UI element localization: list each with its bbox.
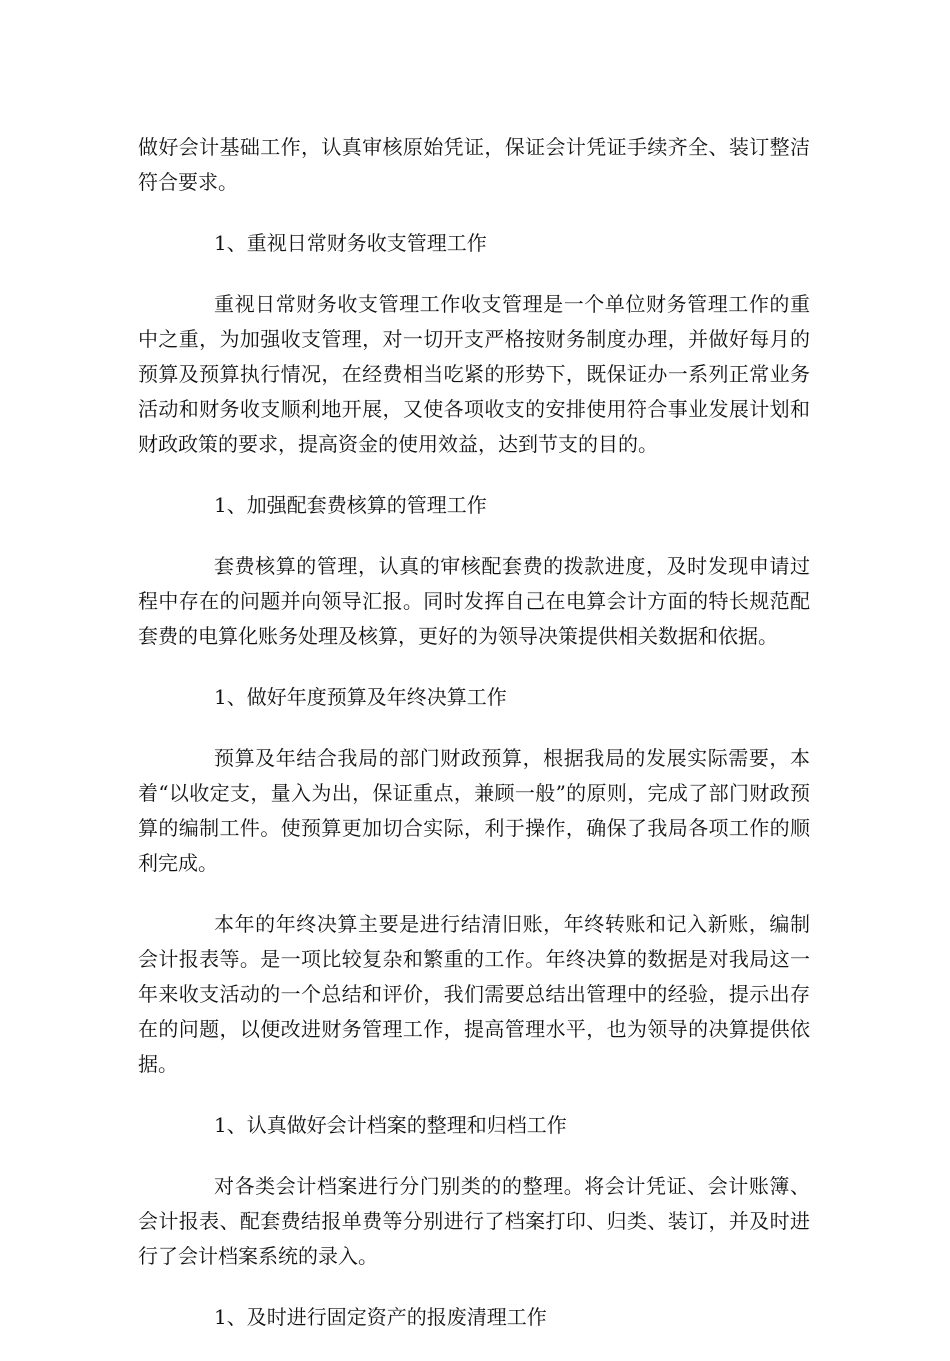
section-heading-fixed-assets: 1、及时进行固定资产的报废清理工作	[214, 1305, 547, 1329]
section-heading-budget: 1、做好年度预算及年终决算工作	[214, 685, 507, 709]
section-heading-supporting-fees: 1、加强配套费核算的管理工作	[214, 493, 487, 517]
section-heading-archives: 1、认真做好会计档案的整理和归档工作	[214, 1113, 567, 1137]
paragraph-supporting-fees: 套费核算的管理，认真的审核配套费的拨款进度，及时发现申请过程中存在的问题并向领导汇报。同时发挥自己在电算会计方面的特长规范配套费的电算化账务处理及核算，更好的为领导决策提供相关数据和依据。	[138, 554, 810, 648]
paragraph-daily-finance: 重视日常财务收支管理工作收支管理是一个单位财务管理工作的重中之重，为加强收支管理，对一切开支严格按财务制度办理，并做好每月的预算及预算执行情况，在经费相当吃紧的形势下，既保证办一系列正常业务活动和财务收支顺利地开展，又使各项收支的安排使用符合事业发展计划和财政政策的要求，提高资金的使用效益，达到节支的目的。	[138, 292, 810, 456]
paragraph-final-accounts: 本年的年终决算主要是进行结清旧账，年终转账和记入新账，编制会计报表等。是一项比较复杂和繁重的工作。年终决算的数据是对我局这一年来收支活动的一个总结和评价，我们需要总结出管理中的经验，提示出存在的问题，以便改进财务管理工作，提高管理水平，也为领导的决算提供依据。	[138, 912, 810, 1076]
paragraph-budget: 预算及年结合我局的部门财政预算，根据我局的发展实际需要，本着“以收定支，量入为出，保证重点，兼顾一般”的原则，完成了部门财政预算的编制工件。使预算更加切合实际，利于操作，确保了我局各项工作的顺利完成。	[138, 746, 810, 875]
section-heading-daily-finance: 1、重视日常财务收支管理工作	[214, 231, 487, 255]
paragraph-archives: 对各类会计档案进行分门别类的的整理。将会计凭证、会计账簿、会计报表、配套费结报单费等分别进行了档案打印、归类、装订，并及时进行了会计档案系统的录入。	[138, 1174, 810, 1268]
document-body	[138, 130, 810, 1361]
paragraph-intro: 做好会计基础工作，认真审核原始凭证，保证会计凭证手续齐全、装订整洁符合要求。	[138, 135, 810, 194]
